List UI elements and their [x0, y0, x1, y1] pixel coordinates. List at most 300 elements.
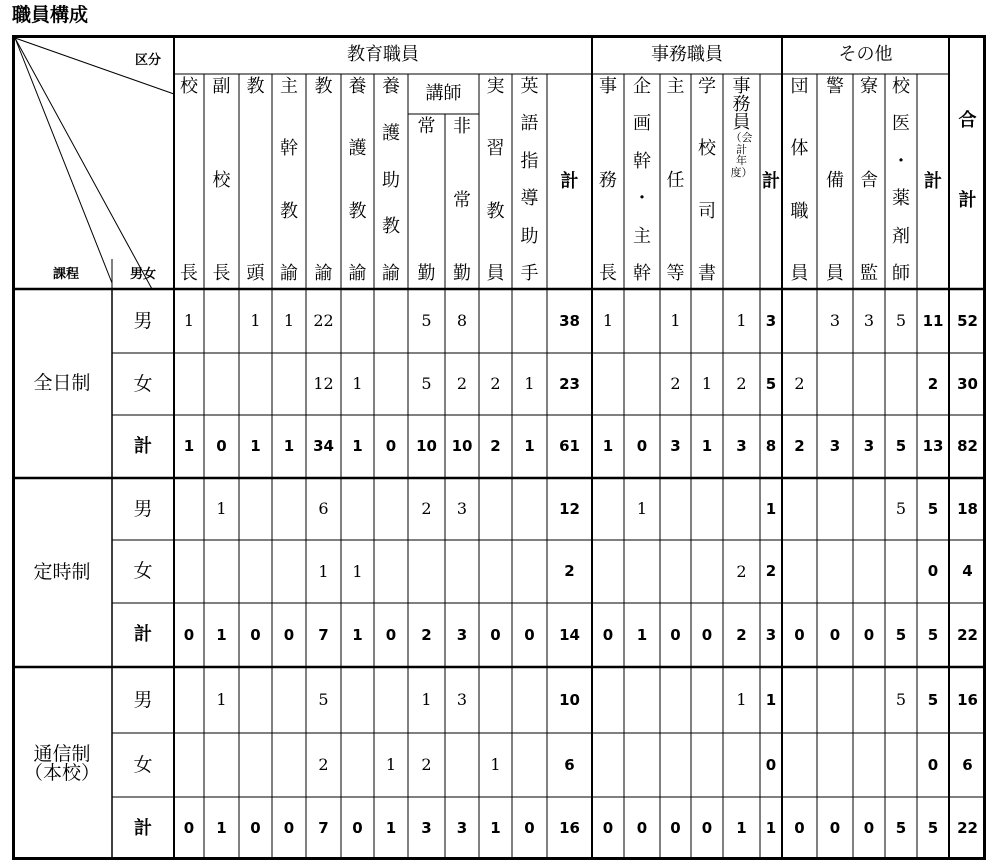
table-cell: [239, 733, 272, 797]
column-header: [782, 74, 817, 289]
column-header-char: 導: [520, 188, 539, 210]
table-cell: [723, 478, 760, 540]
table-cell: 0: [352, 819, 363, 837]
table-cell: [445, 540, 479, 603]
table-cell: 5: [765, 374, 777, 393]
table-cell: 1: [183, 311, 195, 330]
table-cell: 1: [352, 437, 363, 455]
table-cell: [341, 478, 374, 540]
row-label: 計: [134, 624, 152, 645]
table-cell: 3: [456, 690, 468, 709]
table-cell: [782, 540, 817, 603]
table-cell: [782, 289, 817, 353]
table-cell: [691, 733, 723, 797]
table-cell: [204, 353, 239, 415]
table-cell: [272, 733, 306, 797]
table-cell: 1: [736, 311, 747, 330]
column-header-char: 監: [860, 263, 878, 284]
table-cell: 3: [765, 625, 777, 644]
table-cell: 0: [927, 562, 939, 580]
table-cell: [691, 289, 723, 353]
grand-total-char: 合: [958, 110, 977, 131]
table-cell: 8: [765, 437, 777, 455]
grand-total-char: 計: [958, 190, 977, 211]
table-cell: 61: [559, 437, 580, 455]
column-header-char: 度）: [730, 165, 753, 179]
table-cell: [592, 478, 624, 540]
table-cell: 1: [765, 690, 777, 709]
table-cell: 2: [456, 374, 468, 393]
table-cell: 52: [957, 311, 978, 330]
column-header-char: 司: [698, 200, 716, 222]
table-cell: 82: [957, 437, 978, 455]
table-cell: 0: [524, 625, 535, 644]
table-cell: 0: [183, 819, 195, 837]
table-cell: [341, 733, 374, 797]
table-cell: 10: [451, 437, 473, 455]
table-cell: 3: [421, 819, 432, 837]
table-cell: 0: [385, 625, 397, 644]
table-cell: 0: [670, 625, 681, 644]
table-cell: [782, 733, 817, 797]
table-cell: 2: [670, 374, 681, 393]
table-cell: [817, 733, 853, 797]
table-cell: 2: [927, 374, 939, 393]
column-header-char: 計: [924, 170, 942, 192]
table-cell: 13: [922, 437, 944, 455]
table-cell: 2: [794, 437, 805, 455]
course-name-line: （本校）: [23, 761, 100, 784]
group-education-staff: 教育職員: [347, 43, 419, 65]
column-header-char: 等: [666, 263, 685, 284]
table-cell: 5: [927, 690, 939, 709]
table-cell: 1: [283, 437, 295, 455]
table-cell: 3: [456, 499, 468, 518]
column-header-char: 長: [180, 263, 198, 284]
table-cell: [272, 667, 306, 733]
table-cell: 18: [957, 499, 978, 518]
table-cell: 5: [927, 819, 939, 837]
table-cell: [817, 540, 853, 603]
table-cell: 1: [385, 755, 397, 774]
column-header: [512, 74, 547, 289]
table-cell: [853, 478, 885, 540]
table-cell: [853, 667, 885, 733]
table-cell: [204, 540, 239, 603]
table-cell: [512, 733, 547, 797]
column-header-char: 養: [382, 76, 400, 97]
table-cell: [204, 289, 239, 353]
table-cell: 0: [602, 625, 614, 644]
table-cell: [817, 353, 853, 415]
table-cell: 22: [957, 625, 978, 644]
table-cell: 1: [385, 819, 397, 837]
table-cell: 1: [524, 374, 535, 393]
column-header-char: 体: [790, 138, 809, 160]
column-header-char: 計: [736, 142, 747, 156]
column-header-char: 教: [382, 216, 400, 238]
table-cell: [782, 478, 817, 540]
column-header: [204, 74, 239, 289]
course-name-line: 定時制: [33, 561, 91, 583]
column-header-char: 幹: [633, 150, 651, 172]
table-cell: [374, 478, 408, 540]
table-cell: 0: [183, 625, 195, 644]
row-label: 計: [134, 817, 152, 839]
table-cell: [660, 540, 691, 603]
column-header-char: 年: [736, 154, 747, 168]
column-header-char: 護: [382, 122, 400, 144]
table-cell: [204, 733, 239, 797]
column-header-char: 職: [790, 200, 809, 222]
table-cell: 0: [385, 437, 397, 455]
grand-total-header: [949, 35, 986, 289]
column-header-char: 常: [417, 116, 436, 137]
column-header-char: 主: [633, 225, 651, 247]
table-cell: 1: [216, 499, 227, 518]
table-cell: [479, 540, 512, 603]
table-cell: 0: [602, 819, 614, 837]
column-header-char: 頭: [246, 263, 265, 284]
table-cell: 1: [250, 311, 261, 330]
table-cell: [782, 667, 817, 733]
table-cell: 0: [216, 437, 227, 455]
table-cell: 5: [895, 437, 907, 455]
table-cell: 1: [352, 561, 363, 581]
column-header-char: 常: [453, 189, 471, 211]
column-header-char: 書: [698, 262, 716, 284]
column-header-char: 警: [826, 76, 844, 97]
corner-diagonal: [15, 38, 112, 283]
table-cell: 1: [736, 690, 747, 709]
column-header-char: 幹: [280, 138, 298, 160]
table-cell: [885, 540, 917, 603]
column-header-char: 任: [666, 169, 685, 191]
column-header-char: 助: [520, 225, 539, 247]
column-header: [547, 74, 592, 289]
column-header-char: ・: [892, 150, 910, 172]
table-cell: [691, 667, 723, 733]
table-cell: 0: [670, 819, 681, 837]
table-cell: 1: [602, 437, 614, 455]
table-cell: 5: [927, 499, 939, 518]
column-header-char: 勤: [417, 263, 436, 284]
table-cell: 23: [559, 374, 580, 393]
table-cell: 22: [313, 311, 334, 330]
column-header: [174, 74, 204, 289]
column-header-char: 実: [486, 76, 505, 97]
course-name-line: 通信制: [33, 742, 91, 765]
table-cell: [660, 667, 691, 733]
column-header-char: 員: [826, 263, 844, 284]
column-header-char: 員: [790, 262, 809, 284]
table-cell: 1: [318, 561, 329, 581]
column-header: [885, 74, 917, 289]
table-cell: 16: [957, 690, 978, 709]
table-cell: 0: [636, 819, 648, 837]
table-cell: 30: [957, 374, 978, 393]
row-label: 女: [133, 753, 153, 776]
table-cell: 6: [564, 755, 575, 774]
column-header: [306, 74, 341, 289]
column-header-char: 教: [280, 200, 298, 222]
table-cell: 1: [701, 374, 713, 393]
column-header-char: ・: [633, 188, 651, 210]
column-header-char: 学: [698, 76, 716, 97]
column-header-char: 舎: [860, 169, 878, 191]
column-header-char: 幹: [633, 262, 651, 284]
table-cell: [374, 353, 408, 415]
course-name-line: 全日制: [33, 372, 91, 394]
table-cell: 1: [216, 819, 227, 837]
row-label: 計: [134, 435, 152, 457]
column-header-char: 校: [698, 138, 716, 160]
table-cell: [624, 289, 660, 353]
table-cell: 3: [863, 437, 875, 455]
table-cell: 1: [736, 819, 747, 837]
row-label: 男: [133, 309, 153, 332]
table-cell: [512, 667, 547, 733]
group-other-staff: その他: [838, 43, 893, 65]
column-header-char: 教: [486, 200, 505, 222]
table-cell: 5: [895, 311, 907, 330]
table-cell: [174, 667, 204, 733]
table-cell: 0: [829, 819, 841, 837]
table-cell: [512, 540, 547, 603]
table-cell: [512, 478, 547, 540]
column-header-char: 習: [486, 138, 505, 160]
table-cell: [885, 353, 917, 415]
table-cell: 0: [794, 625, 805, 644]
table-cell: [174, 733, 204, 797]
column-header-char: 事: [732, 76, 751, 97]
column-header-char: 英: [520, 76, 539, 97]
table-cell: [272, 353, 306, 415]
sex-label: 男女: [129, 266, 156, 282]
table-cell: 1: [602, 311, 614, 330]
table-cell: 2: [765, 562, 777, 580]
column-header-char: 計: [560, 170, 579, 192]
table-cell: 5: [421, 311, 432, 330]
corner-diagonal: [15, 38, 152, 289]
table-cell: 12: [559, 499, 580, 518]
column-header-char: 指: [520, 150, 539, 172]
table-cell: 34: [313, 437, 334, 455]
table-cell: 1: [636, 499, 648, 518]
column-header: [479, 74, 512, 289]
table-cell: 2: [421, 499, 432, 518]
table-cell: 22: [957, 819, 978, 837]
table-cell: 2: [736, 625, 747, 644]
table-cell: 14: [559, 625, 580, 644]
group-office-staff: 事務職員: [651, 43, 723, 65]
column-header-char: 長: [599, 263, 617, 284]
row-label: 女: [133, 560, 153, 582]
column-header-char: 語: [520, 113, 539, 135]
table-cell: 5: [927, 625, 939, 644]
course-label: 課程: [52, 266, 79, 282]
table-cell: 2: [736, 374, 747, 393]
staff-composition-table: [12, 35, 986, 860]
table-cell: 0: [829, 625, 841, 644]
table-cell: [592, 667, 624, 733]
table-cell: 1: [250, 437, 261, 455]
table-cell: [239, 540, 272, 603]
column-header: [917, 74, 949, 289]
table-cell: [239, 667, 272, 733]
table-cell: 3: [736, 437, 747, 455]
table-cell: [624, 733, 660, 797]
table-cell: 11: [922, 311, 944, 330]
table-cell: 1: [490, 819, 501, 837]
column-header-char: 計: [762, 170, 780, 192]
column-header: [723, 74, 760, 289]
column-header: [272, 74, 306, 289]
table-cell: [624, 667, 660, 733]
row-label: 女: [133, 372, 153, 395]
table-cell: 2: [490, 437, 501, 455]
table-cell: 1: [490, 755, 501, 774]
table-cell: [408, 540, 445, 603]
table-cell: [272, 540, 306, 603]
column-header-char: 企: [633, 76, 651, 97]
table-cell: [691, 540, 723, 603]
table-cell: [374, 540, 408, 603]
table-cell: 1: [216, 625, 227, 644]
column-header: [817, 74, 853, 289]
table-cell: 1: [421, 690, 432, 709]
table-cell: 10: [416, 437, 437, 455]
table-cell: [479, 667, 512, 733]
column-header-char: 諭: [314, 263, 333, 284]
column-header: [760, 74, 782, 289]
column-header-char: 員: [732, 112, 751, 133]
column-header-char: 務: [599, 169, 617, 191]
column-header-char: 教: [246, 76, 265, 97]
column-header-char: 勤: [453, 263, 471, 284]
table-cell: [624, 540, 660, 603]
table-cell: [479, 289, 512, 353]
table-cell: 1: [670, 311, 681, 330]
table-cell: 1: [701, 437, 713, 455]
table-cell: 1: [765, 499, 777, 518]
table-cell: [592, 540, 624, 603]
table-cell: 1: [524, 437, 535, 455]
column-header-char: 備: [826, 169, 844, 191]
table-cell: 2: [794, 374, 805, 393]
table-cell: [341, 289, 374, 353]
column-header: [341, 74, 374, 289]
table-cell: 3: [863, 311, 875, 330]
column-header-char: 助: [382, 169, 400, 191]
table-cell: 4: [962, 562, 973, 580]
column-header: [624, 74, 660, 289]
table-cell: 1: [352, 374, 363, 393]
table-cell: [445, 733, 479, 797]
table-cell: 5: [895, 690, 907, 709]
column-header-char: 長: [212, 263, 231, 284]
table-cell: [374, 667, 408, 733]
course-name: [12, 667, 112, 860]
column-header-char: 校: [212, 169, 231, 191]
table-cell: 0: [863, 819, 875, 837]
column-header-char: 主: [666, 76, 685, 97]
column-header: [691, 74, 723, 289]
table-cell: 3: [829, 311, 841, 330]
table-cell: 1: [183, 437, 195, 455]
table-cell: [239, 353, 272, 415]
column-header-char: 画: [633, 113, 651, 135]
table-cell: 0: [765, 755, 777, 774]
table-cell: [853, 540, 885, 603]
table-cell: [239, 478, 272, 540]
column-header-char: 養: [348, 76, 367, 97]
table-cell: 1: [352, 625, 363, 644]
table-cell: [374, 289, 408, 353]
table-cell: [853, 733, 885, 797]
column-header-char: 諭: [280, 262, 298, 284]
table-cell: 0: [250, 625, 261, 644]
table-cell: 8: [456, 311, 468, 330]
table-cell: [174, 540, 204, 603]
table-cell: 0: [701, 625, 713, 644]
row-label: 男: [133, 688, 153, 711]
table-cell: 1: [283, 311, 295, 330]
table-cell: [660, 478, 691, 540]
table-cell: 0: [283, 625, 295, 644]
table-cell: 0: [863, 625, 875, 644]
column-header-char: 寮: [860, 76, 878, 97]
table-cell: [723, 733, 760, 797]
table-cell: 0: [701, 819, 713, 837]
row-label: 男: [133, 497, 153, 520]
table-cell: 0: [524, 819, 535, 837]
table-cell: 0: [250, 819, 261, 837]
table-cell: 0: [794, 819, 805, 837]
table-cell: 5: [895, 819, 907, 837]
table-cell: [592, 733, 624, 797]
table-cell: 38: [559, 311, 580, 330]
table-cell: [592, 353, 624, 415]
column-header-char: 医: [892, 113, 910, 135]
table-cell: 0: [927, 755, 939, 774]
column-header-char: 主: [280, 76, 298, 97]
column-header: [408, 114, 445, 289]
table-cell: 3: [765, 311, 777, 330]
column-header-char: 教: [314, 76, 333, 97]
table-cell: 5: [895, 499, 907, 518]
table-cell: 16: [559, 819, 580, 837]
table-cell: 1: [216, 690, 227, 709]
table-cell: 12: [313, 374, 334, 393]
column-header-char: （会: [730, 131, 753, 144]
lecturer-header: 講師: [425, 83, 462, 104]
column-header-char: 副: [212, 76, 231, 97]
column-header-char: 手: [520, 262, 539, 284]
table-cell: [174, 478, 204, 540]
table-cell: 5: [318, 690, 329, 709]
column-header: [853, 74, 885, 289]
column-header-char: 務: [732, 94, 751, 115]
column-header-char: 教: [348, 200, 367, 222]
kubun-label: 区分: [134, 52, 161, 68]
column-header-char: 諭: [382, 263, 400, 284]
table-cell: 2: [318, 755, 329, 774]
column-header: [239, 74, 272, 289]
table-cell: [341, 667, 374, 733]
table-cell: 2: [421, 625, 432, 644]
table-cell: [691, 478, 723, 540]
